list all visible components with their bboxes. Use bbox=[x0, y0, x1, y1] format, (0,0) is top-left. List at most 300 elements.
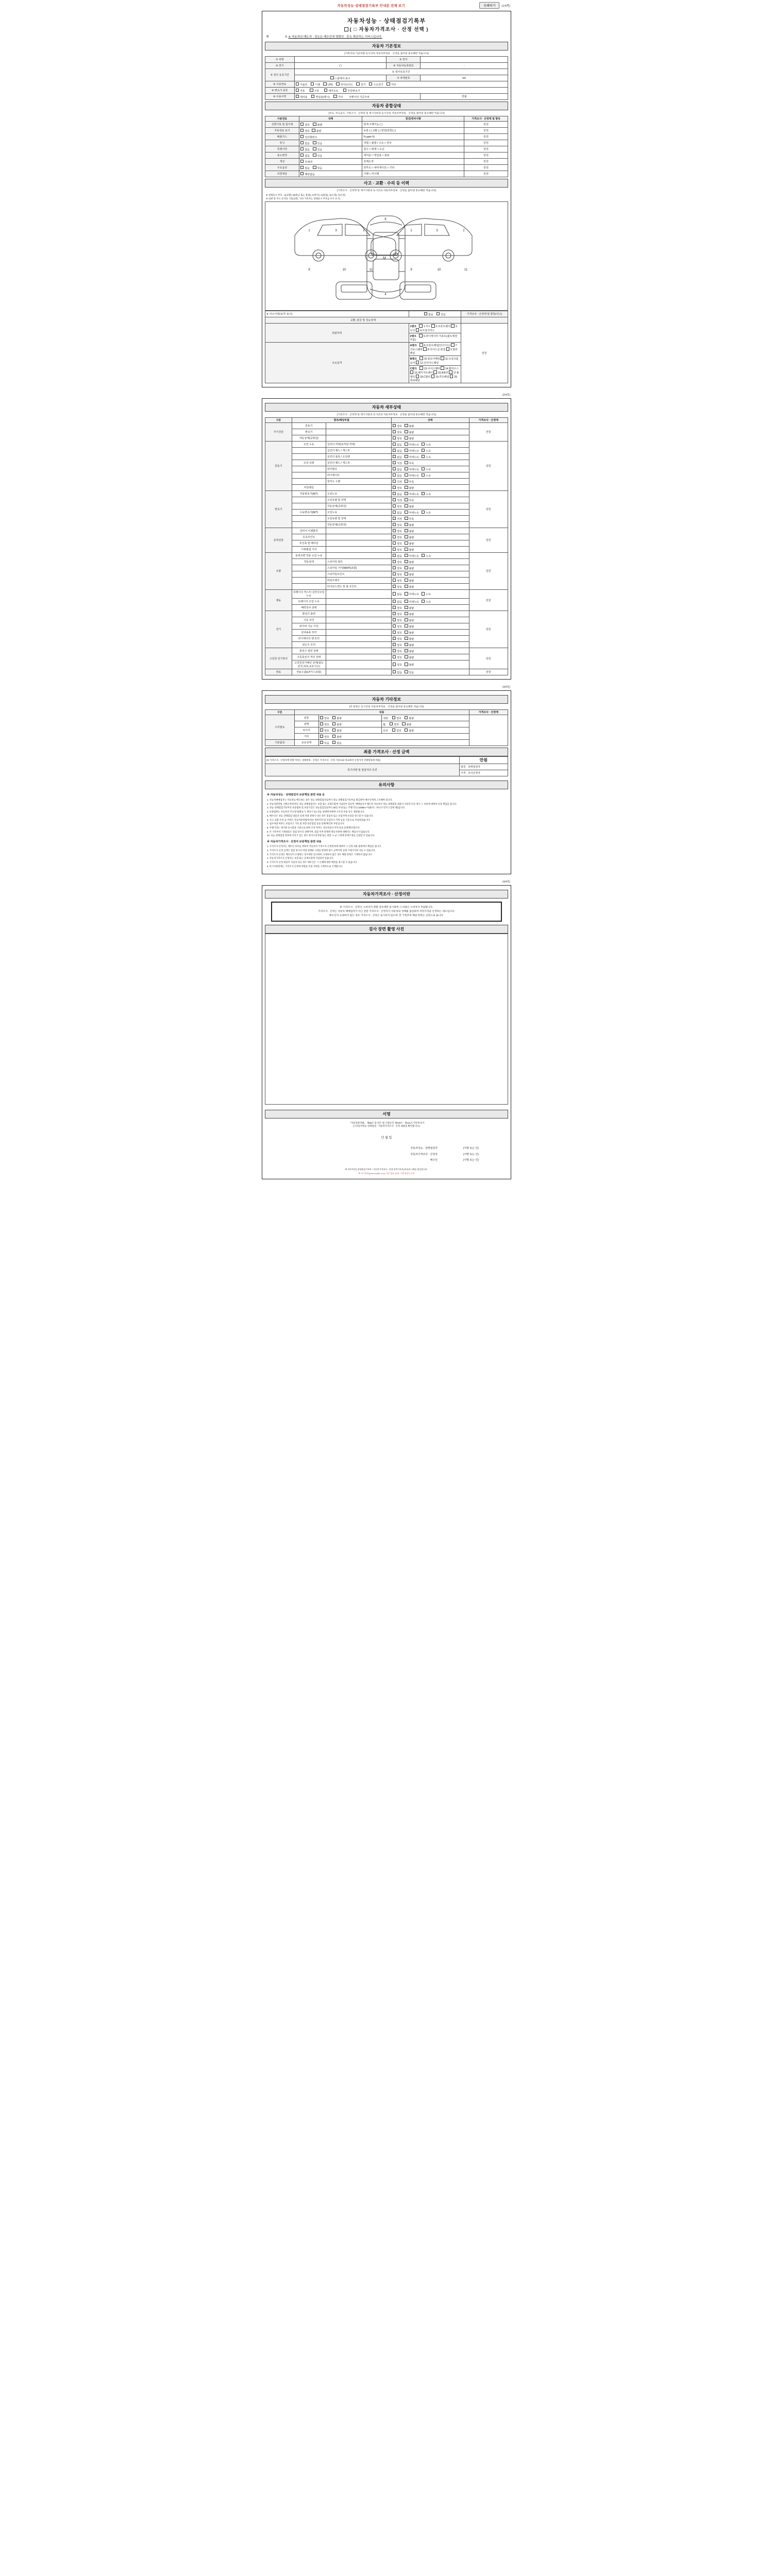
state-checkbox[interactable] bbox=[393, 523, 396, 527]
trans-semiauto-checkbox[interactable] bbox=[324, 89, 328, 92]
other-item2-states[interactable]: 내장 양호 불량 bbox=[382, 715, 469, 721]
detail-states[interactable] bbox=[391, 559, 469, 565]
basic-fuel-options[interactable]: 가솔린 디젤 LPG 하이브리드 전기 수소전기 기타 bbox=[294, 81, 508, 88]
overall-row-state[interactable]: 해당없음 bbox=[299, 171, 362, 177]
terms-item: 3. 성능·상태점검기록부의 보증범위 및 보증기간은 성능점검일로부터 30일 이내 또는 주행거리 2,000km 이내(어느 하나가 먼저 도달한 때)입니다. bbox=[267, 806, 406, 809]
state-checkbox[interactable] bbox=[393, 643, 396, 647]
frame-item-checkbox[interactable] bbox=[449, 370, 452, 374]
frame-item-checkbox[interactable] bbox=[419, 366, 423, 370]
state-label: 양호 bbox=[397, 664, 402, 667]
state-checkbox[interactable] bbox=[332, 722, 336, 726]
state-checkbox[interactable] bbox=[332, 728, 336, 732]
price-survey-checkbox[interactable] bbox=[344, 27, 348, 31]
state-checkbox[interactable] bbox=[405, 492, 408, 496]
state-checkbox[interactable] bbox=[405, 480, 408, 483]
detail-states[interactable] bbox=[391, 491, 469, 497]
state-checkbox[interactable] bbox=[405, 541, 408, 545]
terms-head-1: ※ 자동차가격조사 · 산정자 보증책임 관련 내용 bbox=[267, 840, 322, 843]
state-checkbox[interactable] bbox=[393, 480, 396, 483]
state-checkbox[interactable] bbox=[405, 670, 408, 674]
sign-row-value[interactable]: (서명 또는 인) bbox=[463, 1147, 479, 1150]
state-label: 적정 bbox=[397, 462, 402, 465]
frame-item-checkbox[interactable] bbox=[431, 375, 435, 378]
state-checkbox[interactable] bbox=[405, 579, 408, 582]
state-checkbox[interactable] bbox=[312, 129, 315, 132]
accident-parts-label: 교환, 판금 및 성능상태 bbox=[265, 317, 461, 324]
other-item2-states[interactable]: 유리 양호 불량 bbox=[382, 727, 469, 734]
state-checkbox[interactable] bbox=[320, 722, 324, 726]
state-checkbox[interactable] bbox=[393, 612, 396, 616]
state-checkbox[interactable] bbox=[300, 129, 304, 132]
ext-item-checkbox[interactable] bbox=[431, 324, 435, 328]
overall-row-price: 만원 bbox=[464, 152, 508, 159]
state-checkbox[interactable] bbox=[313, 123, 316, 126]
detail-states[interactable] bbox=[391, 611, 469, 617]
state-checkbox[interactable] bbox=[422, 492, 425, 496]
state-checkbox[interactable] bbox=[405, 473, 408, 477]
state-checkbox[interactable] bbox=[393, 511, 396, 514]
detail-states[interactable] bbox=[391, 497, 469, 503]
detail-states[interactable] bbox=[391, 528, 469, 534]
state-checkbox[interactable] bbox=[392, 728, 396, 732]
detail-states[interactable] bbox=[391, 472, 469, 479]
other-states[interactable]: 있음 없음 bbox=[318, 740, 469, 746]
frame-item-checkbox[interactable] bbox=[419, 343, 423, 347]
state-checkbox[interactable] bbox=[393, 535, 396, 539]
detail-item bbox=[292, 472, 326, 479]
fuel-lpg-checkbox[interactable] bbox=[323, 82, 327, 86]
detail-states[interactable] bbox=[391, 503, 469, 510]
detail-states[interactable] bbox=[391, 448, 469, 454]
ext-item-checkbox[interactable] bbox=[419, 334, 423, 337]
overall-row-state[interactable]: 양호 불량 bbox=[299, 128, 362, 134]
photo-area[interactable] bbox=[265, 934, 508, 1105]
state-checkbox[interactable] bbox=[405, 560, 408, 564]
detail-states[interactable] bbox=[391, 584, 469, 590]
basic-mileage-cell[interactable]: □ 판매가 표시 bbox=[294, 75, 386, 81]
trans-manual-checkbox[interactable] bbox=[310, 89, 313, 92]
state-checkbox[interactable] bbox=[393, 492, 396, 496]
state-checkbox[interactable] bbox=[405, 504, 408, 508]
frame-item-checkbox[interactable] bbox=[416, 375, 419, 378]
detail-subitem bbox=[326, 423, 391, 429]
accident-yes-checkbox[interactable] bbox=[436, 312, 440, 316]
terms-item: 6. 특기사항란에는 가격조사·산정에 영향을 미친 사항을 구체적으로 기재합니다. bbox=[267, 865, 343, 868]
fuel-hybrid-checkbox[interactable] bbox=[336, 82, 340, 86]
state-checkbox[interactable] bbox=[300, 172, 304, 176]
section-final-amount: 최종 가격조사 · 산정 금액 bbox=[265, 748, 508, 756]
ext-item-checkbox[interactable] bbox=[419, 324, 423, 328]
detail-states[interactable] bbox=[391, 599, 469, 605]
state-checkbox[interactable] bbox=[405, 606, 408, 609]
state-checkbox[interactable] bbox=[393, 529, 396, 533]
state-checkbox[interactable] bbox=[393, 592, 396, 596]
other-header-0: 구분 bbox=[265, 710, 295, 715]
state-label: 없음 bbox=[397, 455, 402, 459]
state-checkbox[interactable] bbox=[393, 449, 396, 452]
page-4-indicator: (4/4쪽) bbox=[502, 880, 510, 884]
overall-row-price: 만원 bbox=[464, 171, 508, 177]
overall-row-detail[interactable]: 침수 □ 화재 □ 도난 bbox=[362, 146, 464, 152]
detail-states[interactable] bbox=[391, 516, 469, 522]
basic-row-value[interactable]: ② 검사유효기간 bbox=[294, 69, 508, 75]
overall-row-name: 색상 bbox=[265, 159, 299, 165]
state-checkbox[interactable] bbox=[405, 455, 408, 459]
basic-row-value2[interactable]: - bbox=[421, 63, 508, 69]
ext-rank-1[interactable]: 1랭크 1.후드 2.프론트펜더 3.도어 4.트렁크리드 bbox=[409, 324, 461, 333]
state-checkbox[interactable] bbox=[405, 535, 408, 539]
detail-states[interactable] bbox=[391, 466, 469, 472]
frame-rank-b[interactable]: B랭크 10.플로어패널 11.트렁크플로어 12.인사이드패널 bbox=[409, 356, 461, 366]
state-checkbox[interactable] bbox=[405, 592, 408, 596]
frame-item-checkbox[interactable] bbox=[423, 347, 427, 351]
state-checkbox[interactable] bbox=[393, 572, 396, 576]
usage-business-checkbox[interactable] bbox=[311, 95, 315, 98]
overall-row-detail[interactable]: 현재 주행가능 ( ) bbox=[362, 122, 464, 128]
basic-row-value2[interactable] bbox=[421, 57, 508, 63]
basic-usage-options[interactable]: 대여용 영업용(택시) 기타 주행거리 기준주차 bbox=[294, 94, 421, 100]
detail-item: 원동기 bbox=[292, 423, 326, 429]
detail-states[interactable] bbox=[391, 553, 469, 559]
detail-states[interactable] bbox=[391, 429, 469, 435]
svg-text:11: 11 bbox=[369, 268, 373, 272]
page-2-indicator: (2/4쪽) bbox=[502, 394, 510, 397]
overall-row-state[interactable]: 일산화탄소 bbox=[299, 134, 362, 140]
state-checkbox[interactable] bbox=[393, 618, 396, 622]
detail-states[interactable] bbox=[391, 565, 469, 571]
usage-rental-checkbox[interactable] bbox=[296, 95, 299, 98]
state-checkbox[interactable] bbox=[405, 443, 408, 446]
detail-states[interactable] bbox=[391, 540, 469, 547]
basis-row-0[interactable]: 점검 · 상태점검자 bbox=[459, 764, 508, 770]
ext-rank-2[interactable]: 2랭크 5.라디에이터 서포트(볼트체결부품) bbox=[409, 333, 461, 343]
state-checkbox[interactable] bbox=[313, 154, 316, 157]
frame-item-checkbox[interactable] bbox=[419, 357, 423, 360]
accident-none-checkbox[interactable] bbox=[424, 312, 428, 316]
detail-states[interactable] bbox=[391, 571, 469, 578]
detail-subitem: 실린더 블록 / 오일팬 bbox=[326, 454, 391, 460]
overall-row-detail[interactable]: 이행 □ 미이행 bbox=[362, 171, 464, 177]
state-checkbox[interactable] bbox=[393, 600, 396, 603]
state-label: 불량 bbox=[409, 437, 414, 440]
detail-states[interactable] bbox=[391, 460, 469, 466]
detail-states[interactable] bbox=[391, 654, 469, 660]
state-checkbox[interactable] bbox=[300, 141, 304, 145]
frame-item-checkbox[interactable] bbox=[446, 347, 450, 351]
state-checkbox[interactable] bbox=[422, 443, 425, 446]
detail-states[interactable] bbox=[391, 642, 469, 648]
detail-group-name: 원동기 bbox=[265, 442, 292, 491]
detail-states[interactable] bbox=[391, 423, 469, 429]
svg-text:11: 11 bbox=[464, 268, 468, 272]
fuel-hydrogen-checkbox[interactable] bbox=[369, 82, 373, 86]
state-checkbox[interactable] bbox=[422, 600, 425, 603]
overall-row-state[interactable]: 없음 있음 bbox=[299, 146, 362, 152]
other-states[interactable]: 양호 불량 bbox=[318, 734, 469, 740]
detail-item: 동력조향 작동 오일 누유 bbox=[292, 553, 326, 559]
detail-states[interactable] bbox=[391, 578, 469, 584]
page-3 bbox=[262, 690, 511, 874]
basic-row-label2: ② 연식 bbox=[386, 57, 421, 63]
state-label: 불량 bbox=[409, 643, 414, 647]
overall-row-state[interactable]: 없음 있음 bbox=[299, 140, 362, 146]
state-checkbox[interactable] bbox=[393, 579, 396, 582]
basic-row-value[interactable] bbox=[294, 57, 386, 63]
overall-row-detail[interactable]: 대여용 □ 영업용 □ 관용 bbox=[362, 152, 464, 159]
overall-row-detail[interactable]: % ppm % bbox=[362, 134, 464, 140]
state-checkbox[interactable] bbox=[332, 735, 336, 738]
detail-item: 클러치 어셈블리 bbox=[292, 528, 326, 534]
state-label: 부족 bbox=[409, 462, 414, 465]
frame-item-checkbox[interactable] bbox=[416, 361, 419, 364]
state-checkbox[interactable] bbox=[405, 498, 408, 502]
state-checkbox[interactable] bbox=[405, 436, 408, 440]
state-checkbox[interactable] bbox=[405, 600, 408, 603]
state-checkbox[interactable] bbox=[405, 637, 408, 640]
other-info-table bbox=[265, 709, 508, 746]
frame-rank-a[interactable]: A랭크 6.프론트패널(인사이드) 7.크로스멤버 8.사이드실 판넬 9.필러패널 bbox=[409, 343, 461, 356]
state-checkbox[interactable] bbox=[405, 716, 408, 720]
state-checkbox[interactable] bbox=[320, 716, 324, 720]
state-checkbox[interactable] bbox=[405, 467, 408, 471]
state-checkbox[interactable] bbox=[405, 548, 408, 551]
detail-states[interactable] bbox=[391, 636, 469, 642]
other-cat-basic: 기본품목 bbox=[265, 740, 295, 746]
overall-row-name: 주요옵션 bbox=[265, 165, 299, 171]
state-checkbox[interactable] bbox=[405, 424, 408, 428]
state-checkbox[interactable] bbox=[422, 511, 425, 514]
basic-transmission-options[interactable]: 자동 수동 세미오토 무단변속기 bbox=[294, 88, 508, 94]
state-checkbox[interactable] bbox=[405, 618, 408, 622]
detail-subitem bbox=[326, 654, 391, 660]
state-checkbox[interactable] bbox=[422, 473, 425, 477]
overall-row-state[interactable]: 양호 불량 bbox=[299, 122, 362, 128]
detail-states[interactable] bbox=[391, 534, 469, 540]
state-checkbox[interactable] bbox=[313, 141, 316, 145]
basis-row-1[interactable]: 가격 · 조사산정자 bbox=[459, 770, 508, 776]
state-checkbox[interactable] bbox=[405, 585, 408, 588]
state-checkbox[interactable] bbox=[405, 430, 408, 434]
detail-states[interactable] bbox=[391, 623, 469, 630]
state-checkbox[interactable] bbox=[405, 624, 408, 628]
state-checkbox[interactable] bbox=[405, 643, 408, 647]
detail-states[interactable] bbox=[391, 605, 469, 611]
state-checkbox[interactable] bbox=[393, 424, 396, 428]
state-checkbox[interactable] bbox=[393, 554, 396, 557]
other-states[interactable]: 양호 불량 bbox=[318, 727, 381, 734]
state-checkbox[interactable] bbox=[405, 523, 408, 527]
overall-header-0: 사용연료 bbox=[265, 116, 299, 122]
state-checkbox[interactable] bbox=[393, 548, 396, 551]
overall-row-detail[interactable]: 적법 □ 불법 / 구조 □ 장치 bbox=[362, 140, 464, 146]
section-basic-info: 자동차 기본정보 bbox=[265, 42, 508, 50]
overall-row-detail[interactable]: 보충 ( ) 교환 ( ) 방전(연한) ( ) bbox=[362, 128, 464, 134]
frame-item-checkbox[interactable] bbox=[441, 357, 444, 360]
state-checkbox[interactable] bbox=[393, 670, 396, 674]
state-checkbox[interactable] bbox=[405, 461, 408, 465]
other-item2-states[interactable]: 휠 양호 불량 bbox=[382, 721, 469, 727]
state-checkbox[interactable] bbox=[390, 722, 393, 726]
overall-row-state[interactable]: 무채색 bbox=[299, 159, 362, 165]
overall-row-detail[interactable]: 전체도색 bbox=[362, 159, 464, 165]
detail-states[interactable] bbox=[391, 547, 469, 553]
detail-subitem bbox=[326, 630, 391, 636]
state-checkbox[interactable] bbox=[393, 455, 396, 459]
detail-states[interactable] bbox=[391, 485, 469, 491]
state-checkbox[interactable] bbox=[405, 728, 408, 732]
trans-auto-checkbox[interactable] bbox=[296, 89, 299, 92]
fuel-gasoline-checkbox[interactable] bbox=[296, 82, 299, 86]
accident-result-options[interactable]: 없음 있음 bbox=[409, 311, 461, 317]
state-checkbox[interactable] bbox=[405, 517, 408, 520]
detail-states[interactable] bbox=[391, 617, 469, 623]
detail-states[interactable] bbox=[391, 435, 469, 442]
state-checkbox[interactable] bbox=[332, 741, 336, 744]
state-checkbox[interactable] bbox=[405, 649, 408, 653]
state-checkbox[interactable] bbox=[422, 592, 425, 596]
other-item: 보유상태 bbox=[294, 740, 318, 746]
state-checkbox[interactable] bbox=[405, 566, 408, 570]
sign-row-value[interactable]: (서명 또는 인) bbox=[463, 1153, 479, 1156]
frame-item-checkbox[interactable] bbox=[450, 375, 453, 378]
state-checkbox[interactable] bbox=[393, 631, 396, 634]
state-checkbox[interactable] bbox=[393, 517, 396, 520]
state-checkbox[interactable] bbox=[313, 147, 316, 151]
state-checkbox[interactable] bbox=[393, 566, 396, 570]
state-checkbox[interactable] bbox=[422, 449, 425, 452]
state-checkbox[interactable] bbox=[405, 612, 408, 616]
fuel-electric-checkbox[interactable] bbox=[356, 82, 360, 86]
frame-rank-c[interactable]: C랭크 13.사이드멤버 14.휠하우스 15.패키지트레이 16.A필러 17.B필러 18.C필러 19.루프패널 20.대쉬패널 bbox=[409, 366, 461, 383]
state-checkbox[interactable] bbox=[393, 655, 396, 659]
state-checkbox[interactable] bbox=[300, 154, 304, 157]
state-checkbox[interactable] bbox=[422, 554, 425, 557]
state-checkbox[interactable] bbox=[393, 649, 396, 653]
state-checkbox[interactable] bbox=[393, 486, 396, 489]
state-label: 적정 bbox=[397, 499, 402, 502]
detail-states[interactable] bbox=[391, 479, 469, 485]
state-checkbox[interactable] bbox=[392, 716, 396, 720]
detail-states[interactable] bbox=[391, 510, 469, 516]
state-checkbox[interactable] bbox=[393, 560, 396, 564]
state-checkbox[interactable] bbox=[405, 663, 408, 666]
detail-states[interactable] bbox=[391, 454, 469, 460]
state-checkbox[interactable] bbox=[422, 467, 425, 471]
basic-vin-value[interactable]: km bbox=[421, 75, 508, 81]
state-checkbox[interactable] bbox=[405, 511, 408, 514]
detail-states[interactable] bbox=[391, 630, 469, 636]
svg-text:4: 4 bbox=[384, 293, 386, 297]
frame-item-checkbox[interactable] bbox=[451, 343, 455, 347]
state-checkbox[interactable] bbox=[320, 728, 324, 732]
state-checkbox[interactable] bbox=[393, 624, 396, 628]
section-other: 자동차 기타정보 bbox=[265, 695, 508, 704]
state-checkbox[interactable] bbox=[393, 443, 396, 446]
ext-item-checkbox[interactable] bbox=[451, 324, 455, 328]
state-checkbox[interactable] bbox=[405, 529, 408, 533]
state-checkbox[interactable] bbox=[300, 147, 304, 151]
state-checkbox[interactable] bbox=[393, 504, 396, 508]
state-checkbox[interactable] bbox=[320, 735, 324, 738]
state-checkbox[interactable] bbox=[393, 637, 396, 640]
detail-states[interactable] bbox=[391, 669, 469, 675]
detail-states[interactable] bbox=[391, 590, 469, 599]
overall-row-detail[interactable]: 썬루프 □ 내비게이션 □ 기타 bbox=[362, 165, 464, 171]
fuel-other-checkbox[interactable] bbox=[386, 82, 390, 86]
state-checkbox[interactable] bbox=[405, 449, 408, 452]
state-checkbox[interactable] bbox=[393, 498, 396, 502]
terms-item: 1. 자동차매매업자는 자동차를 매도하는 경우 성능·상태점검자로부터 성능·상태점검기록부를 발급받아 매수인에게 고지해야 합니다. bbox=[267, 798, 393, 801]
state-checkbox[interactable] bbox=[332, 716, 336, 720]
state-checkbox[interactable] bbox=[313, 166, 316, 170]
basic-row-value[interactable]: ( ) bbox=[294, 63, 386, 69]
svg-text:1: 1 bbox=[410, 229, 412, 233]
state-checkbox[interactable] bbox=[405, 572, 408, 576]
trans-cvt-checkbox[interactable] bbox=[343, 89, 347, 92]
detail-subitem bbox=[326, 553, 391, 559]
usage-other-checkbox[interactable] bbox=[333, 95, 337, 98]
state-checkbox[interactable] bbox=[393, 436, 396, 440]
sign-row-value[interactable]: (서명 또는 인) bbox=[463, 1159, 479, 1162]
overall-row-price: 만원 bbox=[464, 159, 508, 165]
detail-states[interactable] bbox=[391, 648, 469, 654]
terms-item: 2. 자동차관리법 시행규칙에 따른 성능·상태점검자는 보험 또는 공제조합에 가입되어 있으며, 매매업자가 매도한 자동차의 성능·상태점검 내용이 사실과 다른 경우 그 보증에 대하여 보상 책임을 집니다. bbox=[267, 802, 457, 805]
ext-item-checkbox[interactable] bbox=[416, 328, 419, 332]
state-checkbox[interactable] bbox=[320, 741, 324, 744]
state-label: 불량 bbox=[409, 505, 414, 509]
print-button[interactable]: 인쇄하기 bbox=[479, 2, 499, 9]
mileage-checkbox[interactable] bbox=[330, 76, 334, 80]
state-checkbox[interactable] bbox=[393, 541, 396, 545]
overall-row-state[interactable]: 없음 있음 bbox=[299, 165, 362, 171]
state-checkbox[interactable] bbox=[393, 585, 396, 588]
car-damage-diagram[interactable] bbox=[265, 201, 508, 311]
state-label: 누유 bbox=[426, 449, 431, 453]
state-checkbox[interactable] bbox=[405, 486, 408, 489]
frame-item-checkbox[interactable] bbox=[410, 370, 414, 374]
detail-states[interactable] bbox=[391, 660, 469, 669]
state-checkbox[interactable] bbox=[405, 655, 408, 659]
state-checkbox[interactable] bbox=[393, 473, 396, 477]
detail-states[interactable] bbox=[391, 522, 469, 528]
state-label: 양호 bbox=[397, 536, 402, 539]
state-checkbox[interactable] bbox=[393, 461, 396, 465]
basic-vin-label: ⑦ 차대번호 bbox=[386, 75, 421, 81]
other-states[interactable]: 양호 불량 bbox=[318, 721, 381, 727]
other-states[interactable]: 양호 불량 bbox=[318, 715, 381, 721]
frame-item-checkbox[interactable] bbox=[433, 370, 437, 374]
state-checkbox[interactable] bbox=[405, 631, 408, 634]
state-checkbox[interactable] bbox=[393, 663, 396, 666]
detail-group-price: 만원 bbox=[469, 528, 508, 553]
state-checkbox[interactable] bbox=[300, 123, 304, 126]
overall-row-state[interactable]: 없음 있음 bbox=[299, 152, 362, 159]
state-checkbox[interactable] bbox=[402, 722, 406, 726]
state-checkbox[interactable] bbox=[422, 455, 425, 459]
state-checkbox[interactable] bbox=[393, 430, 396, 434]
overall-row-name: 리콜대상 bbox=[265, 171, 299, 177]
state-checkbox[interactable] bbox=[300, 166, 304, 170]
state-checkbox[interactable] bbox=[300, 135, 304, 139]
state-checkbox[interactable] bbox=[393, 467, 396, 471]
fuel-diesel-checkbox[interactable] bbox=[311, 82, 314, 86]
frame-item-checkbox[interactable] bbox=[441, 366, 444, 370]
detail-states[interactable] bbox=[391, 442, 469, 448]
notice-link[interactable]: 자동차성능·상태점검기록부 안내문 전체 보기 bbox=[337, 4, 405, 8]
state-checkbox[interactable] bbox=[300, 160, 304, 163]
state-checkbox[interactable] bbox=[405, 554, 408, 557]
state-checkbox[interactable] bbox=[393, 606, 396, 609]
